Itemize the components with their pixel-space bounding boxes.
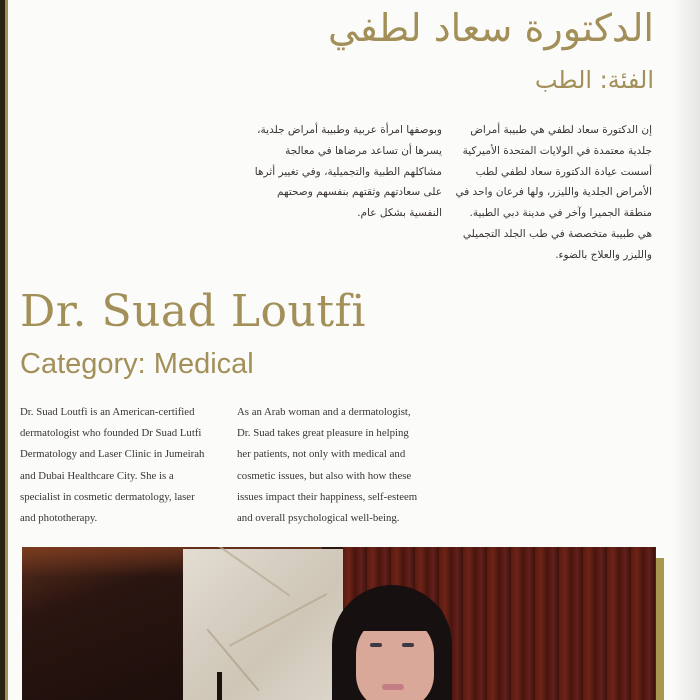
- marble-vein: [207, 629, 260, 692]
- person-fringe: [350, 599, 446, 631]
- text-line: أسست عيادة الدكتورة سعاد لطفي لطب: [475, 165, 652, 178]
- person-eye: [370, 643, 382, 647]
- text-line: على سعادتهم وثقتهم بنفسهم وصحتهم: [277, 186, 442, 199]
- text-line: والليزر والعلاج بالضوء.: [555, 248, 652, 261]
- text-line: وبوصفها امرأة عربية وطبيبة أمراض جلدية،: [257, 124, 442, 136]
- person-eye: [402, 643, 414, 647]
- text-line: Dr. Suad Loutfi is an American-certified: [20, 406, 195, 418]
- person-lips: [382, 684, 404, 690]
- arabic-column-2: [242, 120, 442, 224]
- text-line: النفسية بشكل عام.: [357, 207, 442, 220]
- english-column-2: [237, 402, 452, 529]
- marble-vein: [229, 593, 327, 646]
- spine-gold-rule: [5, 0, 8, 700]
- text-line: Dermatology and Laser Clinic in Jumeirah: [20, 448, 205, 461]
- arabic-title: الدكتورة سعاد لطفي: [327, 6, 654, 50]
- text-line: منطقة الجميرا وآخر في مدينة دبي الطبية.: [469, 207, 652, 220]
- text-line: her patients, not only with medical and: [237, 448, 406, 461]
- text-line: الأمراض الجلدية والليزر، ولها فرعان واحد في: [455, 186, 652, 199]
- text-line: إن الدكتورة سعاد لطفي هي طبيبة أمراض: [470, 124, 652, 136]
- text-line: هي طبيبة متخصصة في طب الجلد التجميلي: [462, 227, 652, 240]
- text-line: specialist in cosmetic dermatology, laser: [20, 490, 195, 503]
- text-line: As an Arab woman and a dermatologist,: [237, 406, 411, 418]
- text-line: dermatologist who founded Dr Suad Lutfi: [20, 427, 202, 440]
- text-line: and phototherapy.: [20, 512, 98, 525]
- portrait-photo: [22, 547, 656, 700]
- page-edge-shadow: [672, 0, 700, 700]
- english-column-1: [20, 402, 230, 529]
- text-line: يسرها أن تساعد مرضاها في معالجة: [285, 144, 442, 157]
- text-line: cosmetic issues, but also with how these: [237, 469, 412, 482]
- photo-lamp: [217, 672, 222, 700]
- arabic-column-1: [447, 120, 652, 266]
- text-line: جلدية معتمدة في الولايات المتحدة الأميركية: [462, 144, 652, 157]
- text-line: and overall psychological well-being.: [237, 512, 400, 525]
- text-line: مشاكلهم الطبية والتجميلية، وفي تغيير أثرها: [254, 165, 442, 178]
- photo-marble-wall: [183, 549, 343, 700]
- photo-person: [322, 585, 472, 700]
- text-line: and Dubai Healthcare City. She is a: [20, 469, 174, 482]
- english-title: Dr. Suad Loutfi: [20, 286, 366, 337]
- text-line: Dr. Suad takes great pleasure in helping: [237, 427, 409, 440]
- english-category: Category: Medical: [20, 348, 254, 380]
- arabic-category: الفئة: الطب: [534, 66, 654, 94]
- text-line: issues impact their happiness, self-esteem: [237, 490, 418, 503]
- marble-vein: [216, 547, 291, 597]
